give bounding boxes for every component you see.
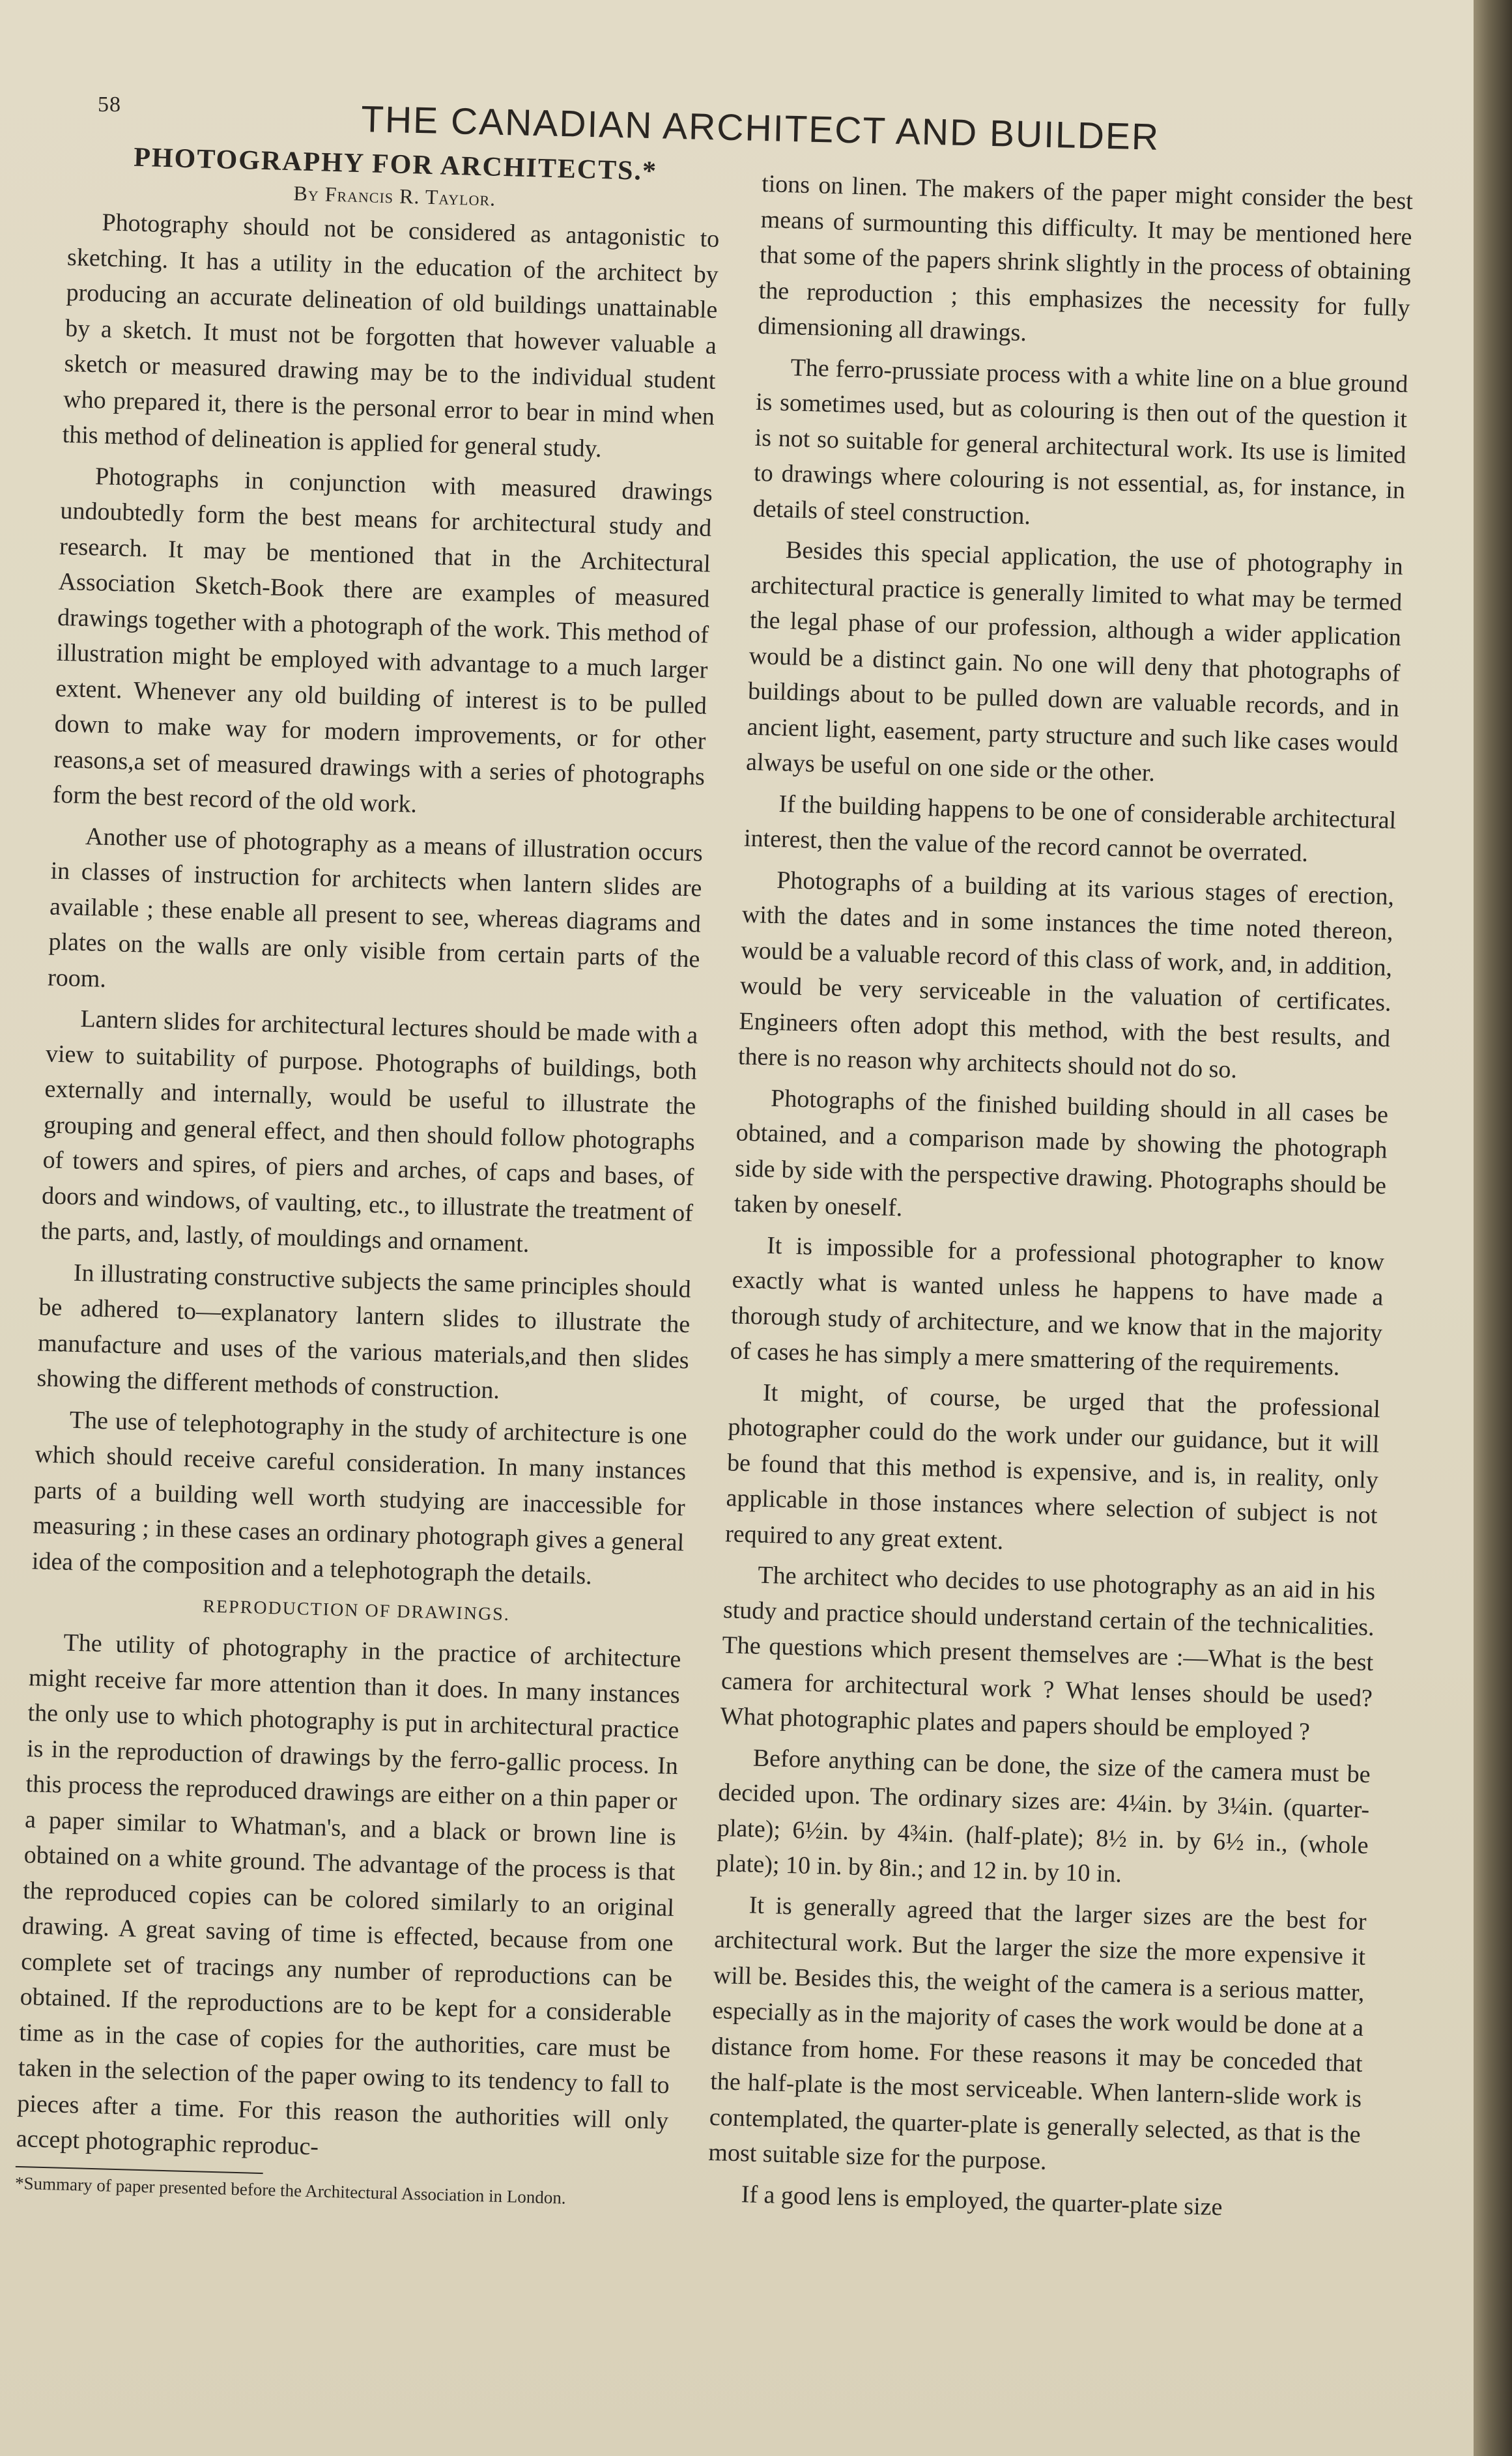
paragraph: Before anything can be done, the size of the camera must be decided upon. The ordinary sizes are: 4¼in. by 3¼in. (quarter-plate); 6½in. by 4¾in. (half-plate); 8½ in. by 6½ in., (whole plate); 10 in. by 8in.; and 12 in. by 10 in. <box>715 1744 1371 1888</box>
paragraph: Photography should not be considered as antagonistic to sketching. It has a utility in the education of the architect by producing an accurate delineation of old buildings unattainable by a sketch. It must not be forgotten that however valuable a sketch or measured drawing may be to the individual student who prepared it, there is the personal error to bear in mind when this method of delineation is applied for general study. <box>62 208 720 463</box>
right-column <box>707 166 1414 2234</box>
paragraph: It is impossible for a professional photographer to know exactly what is wanted unless he happens to have made a thorough study of architecture, and we know that in the majority of cases he has simply a mere smattering of the requirements. <box>730 1231 1385 1381</box>
article-title: PHOTOGRAPHY FOR ARCHITECTS.* <box>133 142 658 187</box>
paragraph: Photographs in conjunction with measured drawings undoubtedly form the best means for architectural study and research. It may be mentioned that in the Architectural Association Sketch-Book there are examples of measured drawings together with a photograph of the work. This method of illustration might be employed with advantage to a much larger extent. Whenever any old building of interest is to be pulled down to make way for modern improvements, or for other reasons,a set of measured drawings with a series of photographs form the best record of the old work. <box>52 462 713 818</box>
paragraph: The utility of photography in the practice of architecture might receive far more attention than it does. In many instances the only use to which photography is put in architectural practice is in the reproduction of drawings by the ferro-gallic process. In this process the reproduced drawings are either on a thin paper or a paper similar to Whatman's, and a black or brown line is obtained on a white ground. The advantage of the process is that the reproduced copies can be colored similarly to an original drawing. A great saving of time is effected, because from one complete set of tracings any number of reproductions can be obtained. If the reproductions are to be kept for a considerable time as in the case of copies for the authorities, care must be taken in the selection of the paper owing to its tendency to fall to pieces after a time. For this reason the authorities will only accept photographic reproduc- <box>16 1629 681 2161</box>
paragraph: If a good lens is employed, the quarter-plate size <box>741 2180 1223 2221</box>
paragraph: The ferro-prussiate process with a white line on a blue ground is sometimes used, but as colouring is then out of the question it is not so suitable for general architectural work. Its use is limited to drawings where colouring is not essential, as, for instance, in details of steel construction. <box>752 353 1408 530</box>
paragraph: The architect who decides to use photography as an aid in his study and practice should understand certain of the technicalities. The questions which present themselves are :—What is the best camera for architectural work ? What lenses should be used? What photographic plates and papers should be employed ? <box>720 1561 1376 1746</box>
article-byline: By Francis R. Taylor. <box>293 181 496 210</box>
page-number: 58 <box>98 93 121 117</box>
footnote: *Summary of paper presented before the Architectural Association in London. <box>14 2173 567 2208</box>
paragraph: It is generally agreed that the larger sizes are the best for architectural work. But the larger the size the more expensive it will be. Besides this, the weight of the camera is a serious matter, especially as in the majority of cases the work would be done at a distance from home. For these reasons it may be conceded that the half-plate is the most serviceable. When lantern-slide work is contemplated, the quarter-plate is generally selected, as that is the most suitable size for the purpose. <box>707 1891 1367 2175</box>
footnote-divider <box>16 2165 263 2173</box>
paragraph: Besides this special application, the use of photography in architectural practice is generally limited to what may be termed the legal phase of our profession, although a wider application would be a distinct gain. No one will deny that photographs of buildings about to be pulled down are valuable records, and in ancient light, easement, party structure and such like cases would always be useful on one side or the other. <box>745 536 1404 787</box>
book-binding-edge <box>1474 0 1512 2456</box>
paragraph: Photographs of the finished building should in all cases be obtained, and a comparison made by showing the photograph side by side with the perspective drawing. Photographs should be taken by oneself. <box>734 1084 1389 1222</box>
paragraph: Lantern slides for architectural lectures should be made with a view to suitability of purpose. Photographs of buildings, both externally and internally, would be useful to illustrate the grouping and general effect, and then should follow photographs of towers and spires, of piers and arches, of caps and bases, of doors and windows, of vaulting, etc., to illustrate the treatment of the parts, and, lastly, of mouldings and ornament. <box>40 1005 698 1258</box>
paragraph: If the building happens to be one of considerable architectural interest, then the value of the record cannot be overrated. <box>743 790 1397 868</box>
left-column <box>15 140 722 2210</box>
paragraph: It might, of course, be urged that the professional photographer could do the work under our guidance, but it will be found that this method is expensive, and is, in reality, only applicable in those instances where selection of subject is not required to any great extent. <box>724 1378 1381 1555</box>
paragraph: Photographs of a building at its various stages of erection, with the dates and in some instances the time noted thereon, would be a valuable record of this class of work, and, in addition, would be very serviceable in the valuation of certificates. Engineers often adopt this method, with the best results, and there is no reason why architects should not do so. <box>737 866 1395 1084</box>
running-title: THE CANADIAN ARCHITECT AND BUILDER <box>360 98 1160 158</box>
paragraph: tions on linen. The makers of the paper might consider the best means of surmounting this difficulty. It may be mentioned here that some of the papers shrink slightly in the process of obtaining the reproduction ; this emphasizes the necessity for fully dimensioning all drawings. <box>757 169 1414 347</box>
section-subheading: REPRODUCTION OF DRAWINGS. <box>202 1596 511 1625</box>
paragraph: Another use of photography as a means of illustration occurs in classes of instruction for architects when lantern slides are available ; these enable all present to see, whereas diagrams and plates on the walls are only visible from certain parts of the room. <box>47 822 704 993</box>
paragraph: The use of telephotography in the study of architecture is one which should receive careful consideration. In many instances parts of a building well worth studying are inaccessible for measuring ; in these cases an ordinary photograph gives a general idea of the composition and a telephotograph the details. <box>31 1406 688 1590</box>
paragraph: In illustrating constructive subjects the same principles should be adhered to—explanatory lantern slides to illustrate the manufacture and uses of the various materials,and then slides showing the different methods of construction. <box>36 1259 692 1405</box>
